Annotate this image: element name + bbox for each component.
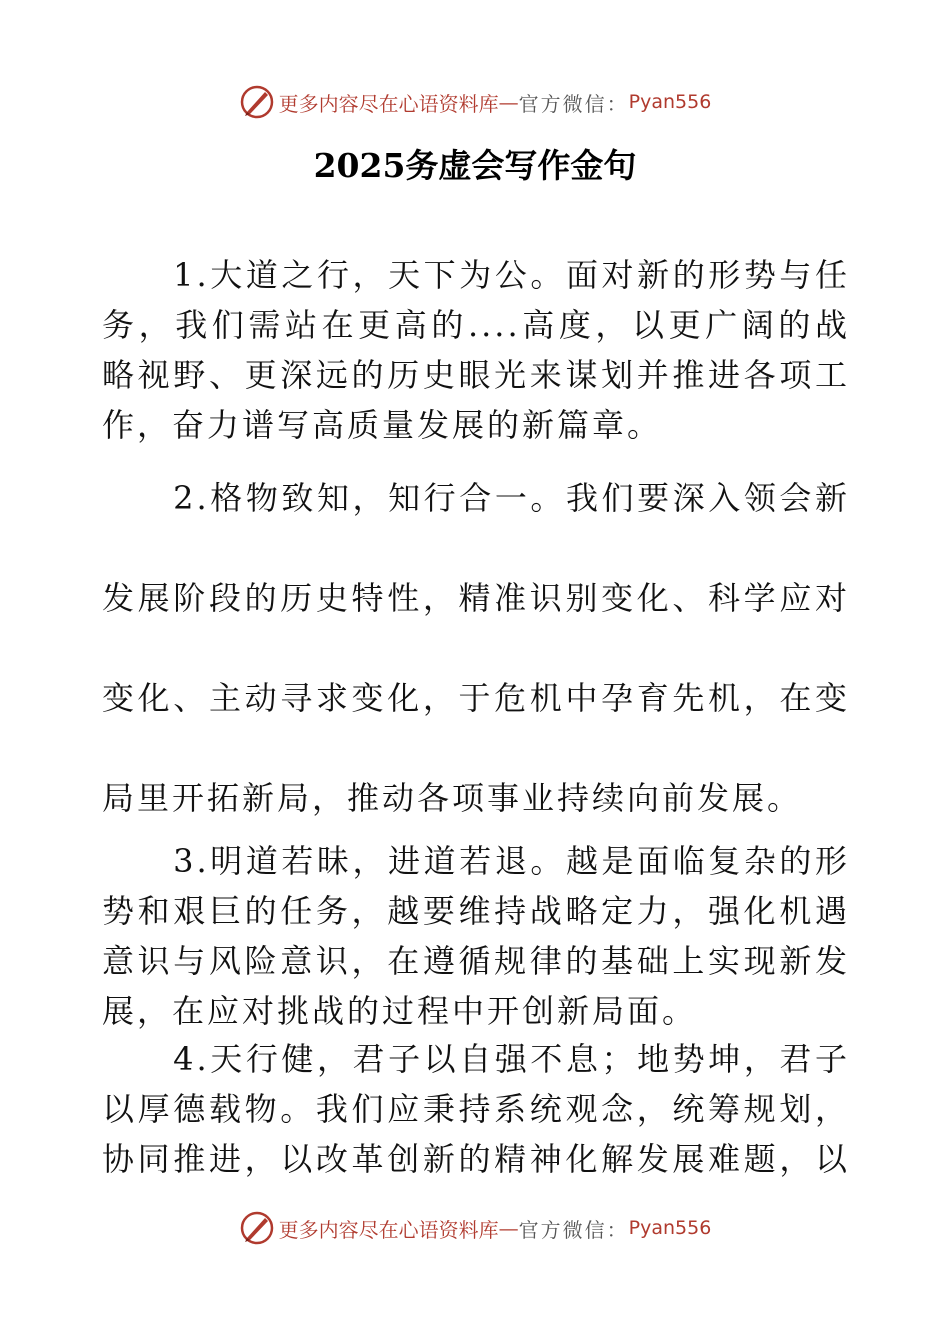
paragraph-line: 局里开拓新局，推动各项事业持续向前发展。 <box>102 779 803 817</box>
paragraph-line: 1.大道之行，天下为公。面对新的形势与任 <box>102 256 850 294</box>
paragraph-line: 3.明道若昧，进道若退。越是面临复杂的形 <box>102 842 850 880</box>
watermark-label: 官方微信： <box>518 91 629 116</box>
quill-pen-circle-icon <box>239 1210 275 1246</box>
paragraph-line: 2.格物致知，知行合一。我们要深入领会新 <box>102 479 850 517</box>
watermark-wechat-id: Pyan556 <box>628 1217 712 1239</box>
footer-watermark <box>0 1208 950 1248</box>
paragraph-line: 发展阶段的历史特性，精准识别变化、科学应对 <box>102 579 850 617</box>
paragraph-line: 务，我们需站在更高的....高度，以更广阔的战 <box>102 306 850 344</box>
paragraph-line: 展，在应对挑战的过程中开创新局面。 <box>102 992 698 1030</box>
paragraph-line: 以厚德载物。我们应秉持系统观念，统筹规划， <box>102 1090 850 1128</box>
paragraph-line: 作，奋力谱写高质量发展的新篇章。 <box>102 406 663 444</box>
paragraph-3 <box>102 836 850 1036</box>
watermark-main-text: 更多内容尽在心语资料库 <box>278 91 499 116</box>
paragraph-line: 变化、主动寻求变化，于危机中孕育先机，在变 <box>102 679 850 717</box>
paragraph-2 <box>102 448 850 848</box>
quill-pen-circle-icon <box>239 84 275 120</box>
watermark-dash: — <box>498 90 519 114</box>
paragraph-line: 4.天行健，君子以自强不息；地势坤，君子 <box>102 1040 850 1078</box>
watermark-dash: — <box>498 1216 519 1240</box>
header-watermark <box>0 82 950 122</box>
paragraph-1 <box>102 250 850 450</box>
watermark-wechat-id: Pyan556 <box>628 91 712 113</box>
watermark-label: 官方微信： <box>518 1217 629 1242</box>
paragraph-line: 意识与风险意识，在遵循规律的基础上实现新发 <box>102 942 850 980</box>
paragraph-line: 势和艰巨的任务，越要维持战略定力，强化机遇 <box>102 892 850 930</box>
paragraph-line: 略视野、更深远的历史眼光来谋划并推进各项工 <box>102 356 850 394</box>
watermark-main-text: 更多内容尽在心语资料库 <box>278 1217 499 1242</box>
paragraph-line: 协同推进，以改革创新的精神化解发展难题，以 <box>102 1140 850 1178</box>
page-title: 2025务虚会写作金句 <box>313 146 637 185</box>
paragraph-4 <box>102 1034 850 1184</box>
